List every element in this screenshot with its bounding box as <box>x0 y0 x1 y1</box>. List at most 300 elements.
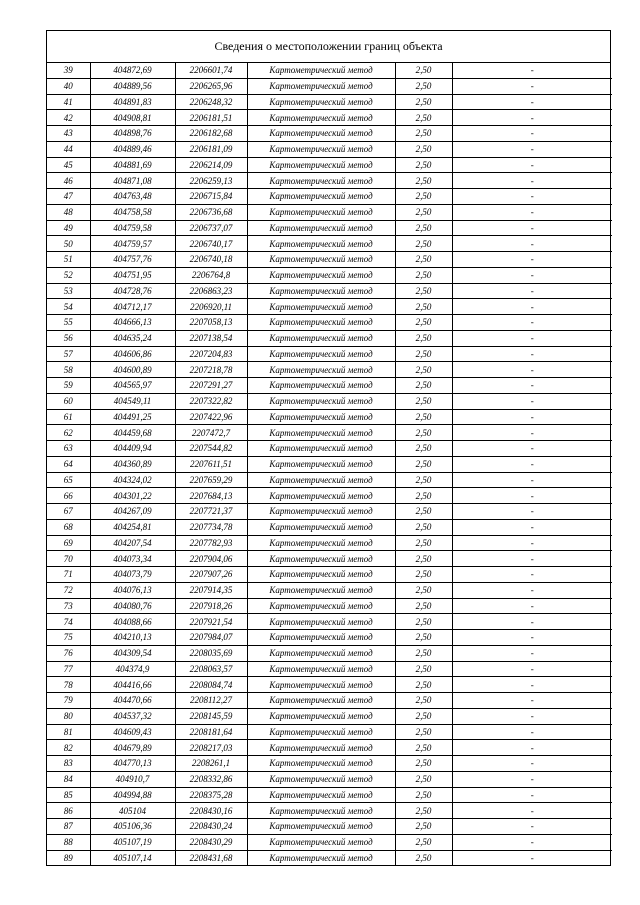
description-cell: - <box>452 787 612 803</box>
description-cell: - <box>452 819 612 835</box>
y-coordinate-cell: 2207611,51 <box>175 456 247 472</box>
point-number-cell: 79 <box>47 693 90 709</box>
y-coordinate-cell: 2206920,11 <box>175 299 247 315</box>
point-number-cell: 59 <box>47 378 90 394</box>
method-cell: Картометрический метод <box>247 78 395 94</box>
accuracy-cell: 2,50 <box>395 803 452 819</box>
method-cell: Картометрический метод <box>247 598 395 614</box>
point-number-cell: 43 <box>47 126 90 142</box>
accuracy-cell: 2,50 <box>395 677 452 693</box>
method-cell: Картометрический метод <box>247 756 395 772</box>
accuracy-cell: 2,50 <box>395 409 452 425</box>
point-number-cell: 47 <box>47 189 90 205</box>
description-cell: - <box>452 393 612 409</box>
table-row <box>47 63 612 78</box>
accuracy-cell: 2,50 <box>395 94 452 110</box>
description-cell: - <box>452 756 612 772</box>
x-coordinate-cell: 404409,94 <box>90 441 175 457</box>
point-number-cell: 69 <box>47 535 90 551</box>
y-coordinate-cell: 2206182,68 <box>175 126 247 142</box>
y-coordinate-cell: 2207472,7 <box>175 425 247 441</box>
table-row <box>47 315 612 331</box>
table-row <box>47 393 612 409</box>
y-coordinate-cell: 2207422,96 <box>175 409 247 425</box>
point-number-cell: 52 <box>47 267 90 283</box>
x-coordinate-cell: 404871,08 <box>90 173 175 189</box>
y-coordinate-cell: 2206181,51 <box>175 110 247 126</box>
accuracy-cell: 2,50 <box>395 630 452 646</box>
table-row <box>47 519 612 535</box>
accuracy-cell: 2,50 <box>395 787 452 803</box>
y-coordinate-cell: 2208063,57 <box>175 661 247 677</box>
x-coordinate-cell: 404549,11 <box>90 393 175 409</box>
description-cell: - <box>452 330 612 346</box>
method-cell: Картометрический метод <box>247 504 395 520</box>
y-coordinate-cell: 2207291,27 <box>175 378 247 394</box>
accuracy-cell: 2,50 <box>395 236 452 252</box>
description-cell: - <box>452 236 612 252</box>
point-number-cell: 40 <box>47 78 90 94</box>
y-coordinate-cell: 2207218,78 <box>175 362 247 378</box>
accuracy-cell: 2,50 <box>395 456 452 472</box>
description-cell: - <box>452 551 612 567</box>
table-row <box>47 110 612 126</box>
table-title: Сведения о местоположении границ объекта <box>47 31 610 63</box>
point-number-cell: 41 <box>47 94 90 110</box>
description-cell: - <box>452 126 612 142</box>
y-coordinate-cell: 2208084,74 <box>175 677 247 693</box>
x-coordinate-cell: 404324,02 <box>90 472 175 488</box>
y-coordinate-cell: 2208035,69 <box>175 645 247 661</box>
x-coordinate-cell: 404898,76 <box>90 126 175 142</box>
y-coordinate-cell: 2207921,54 <box>175 614 247 630</box>
y-coordinate-cell: 2207734,78 <box>175 519 247 535</box>
x-coordinate-cell: 404080,76 <box>90 598 175 614</box>
y-coordinate-cell: 2206737,07 <box>175 220 247 236</box>
description-cell: - <box>452 173 612 189</box>
method-cell: Картометрический метод <box>247 315 395 331</box>
description-cell: - <box>452 472 612 488</box>
description-cell: - <box>452 94 612 110</box>
table-row <box>47 299 612 315</box>
point-number-cell: 42 <box>47 110 90 126</box>
y-coordinate-cell: 2206181,09 <box>175 141 247 157</box>
point-number-cell: 81 <box>47 724 90 740</box>
description-cell: - <box>452 677 612 693</box>
accuracy-cell: 2,50 <box>395 551 452 567</box>
description-cell: - <box>452 456 612 472</box>
description-cell: - <box>452 78 612 94</box>
x-coordinate-cell: 404759,58 <box>90 220 175 236</box>
point-number-cell: 64 <box>47 456 90 472</box>
table-row <box>47 252 612 268</box>
point-number-cell: 82 <box>47 740 90 756</box>
description-cell: - <box>452 378 612 394</box>
method-cell: Картометрический метод <box>247 362 395 378</box>
accuracy-cell: 2,50 <box>395 771 452 787</box>
point-number-cell: 51 <box>47 252 90 268</box>
point-number-cell: 44 <box>47 141 90 157</box>
method-cell: Картометрический метод <box>247 582 395 598</box>
description-cell: - <box>452 204 612 220</box>
table-row <box>47 756 612 772</box>
x-coordinate-cell: 404073,79 <box>90 567 175 583</box>
y-coordinate-cell: 2206740,18 <box>175 252 247 268</box>
x-coordinate-cell: 405107,14 <box>90 850 175 865</box>
y-coordinate-cell: 2207721,37 <box>175 504 247 520</box>
accuracy-cell: 2,50 <box>395 645 452 661</box>
accuracy-cell: 2,50 <box>395 488 452 504</box>
y-coordinate-cell: 2207322,82 <box>175 393 247 409</box>
y-coordinate-cell: 2206248,32 <box>175 94 247 110</box>
table-row <box>47 504 612 520</box>
method-cell: Картометрический метод <box>247 803 395 819</box>
x-coordinate-cell: 404267,09 <box>90 504 175 520</box>
description-cell: - <box>452 598 612 614</box>
accuracy-cell: 2,50 <box>395 740 452 756</box>
x-coordinate-cell: 405106,36 <box>90 819 175 835</box>
x-coordinate-cell: 404872,69 <box>90 63 175 78</box>
table-row <box>47 441 612 457</box>
point-number-cell: 55 <box>47 315 90 331</box>
x-coordinate-cell: 404666,13 <box>90 315 175 331</box>
description-cell: - <box>452 252 612 268</box>
accuracy-cell: 2,50 <box>395 315 452 331</box>
method-cell: Картометрический метод <box>247 267 395 283</box>
y-coordinate-cell: 2206214,09 <box>175 157 247 173</box>
y-coordinate-cell: 2206265,96 <box>175 78 247 94</box>
point-number-cell: 68 <box>47 519 90 535</box>
x-coordinate-cell: 404374,9 <box>90 661 175 677</box>
x-coordinate-cell: 404459,68 <box>90 425 175 441</box>
coordinates-table <box>47 63 612 865</box>
description-cell: - <box>452 630 612 646</box>
point-number-cell: 56 <box>47 330 90 346</box>
y-coordinate-cell: 2208217,03 <box>175 740 247 756</box>
x-coordinate-cell: 404910,7 <box>90 771 175 787</box>
description-cell: - <box>452 850 612 865</box>
x-coordinate-cell: 404309,54 <box>90 645 175 661</box>
description-cell: - <box>452 535 612 551</box>
x-coordinate-cell: 404073,34 <box>90 551 175 567</box>
table-row <box>47 630 612 646</box>
y-coordinate-cell: 2207204,83 <box>175 346 247 362</box>
accuracy-cell: 2,50 <box>395 362 452 378</box>
y-coordinate-cell: 2207904,06 <box>175 551 247 567</box>
x-coordinate-cell: 404758,58 <box>90 204 175 220</box>
point-number-cell: 73 <box>47 598 90 614</box>
method-cell: Картометрический метод <box>247 299 395 315</box>
x-coordinate-cell: 404088,66 <box>90 614 175 630</box>
y-coordinate-cell: 2208145,59 <box>175 708 247 724</box>
description-cell: - <box>452 708 612 724</box>
method-cell: Картометрический метод <box>247 378 395 394</box>
description-cell: - <box>452 519 612 535</box>
x-coordinate-cell: 404757,76 <box>90 252 175 268</box>
x-coordinate-cell: 404301,22 <box>90 488 175 504</box>
x-coordinate-cell: 404565,97 <box>90 378 175 394</box>
description-cell: - <box>452 63 612 78</box>
method-cell: Картометрический метод <box>247 771 395 787</box>
point-number-cell: 83 <box>47 756 90 772</box>
table-row <box>47 787 612 803</box>
y-coordinate-cell: 2206715,84 <box>175 189 247 205</box>
x-coordinate-cell: 404994,88 <box>90 787 175 803</box>
x-coordinate-cell: 404254,81 <box>90 519 175 535</box>
method-cell: Картометрический метод <box>247 693 395 709</box>
x-coordinate-cell: 404207,54 <box>90 535 175 551</box>
x-coordinate-cell: 404537,32 <box>90 708 175 724</box>
method-cell: Картометрический метод <box>247 850 395 865</box>
y-coordinate-cell: 2207907,26 <box>175 567 247 583</box>
description-cell: - <box>452 362 612 378</box>
x-coordinate-cell: 404470,66 <box>90 693 175 709</box>
x-coordinate-cell: 404759,57 <box>90 236 175 252</box>
method-cell: Картометрический метод <box>247 283 395 299</box>
description-cell: - <box>452 803 612 819</box>
table-row <box>47 661 612 677</box>
x-coordinate-cell: 404881,69 <box>90 157 175 173</box>
description-cell: - <box>452 110 612 126</box>
point-number-cell: 54 <box>47 299 90 315</box>
point-number-cell: 70 <box>47 551 90 567</box>
method-cell: Картометрический метод <box>247 157 395 173</box>
method-cell: Картометрический метод <box>247 630 395 646</box>
method-cell: Картометрический метод <box>247 110 395 126</box>
table-row <box>47 157 612 173</box>
point-number-cell: 77 <box>47 661 90 677</box>
table-row <box>47 204 612 220</box>
description-cell: - <box>452 299 612 315</box>
accuracy-cell: 2,50 <box>395 78 452 94</box>
point-number-cell: 39 <box>47 63 90 78</box>
point-number-cell: 46 <box>47 173 90 189</box>
table-row <box>47 677 612 693</box>
method-cell: Картометрический метод <box>247 488 395 504</box>
x-coordinate-cell: 404679,89 <box>90 740 175 756</box>
method-cell: Картометрический метод <box>247 204 395 220</box>
table-row <box>47 535 612 551</box>
description-cell: - <box>452 315 612 331</box>
description-cell: - <box>452 567 612 583</box>
x-coordinate-cell: 404210,13 <box>90 630 175 646</box>
x-coordinate-cell: 404606,86 <box>90 346 175 362</box>
method-cell: Картометрический метод <box>247 661 395 677</box>
table-row <box>47 425 612 441</box>
method-cell: Картометрический метод <box>247 677 395 693</box>
method-cell: Картометрический метод <box>247 724 395 740</box>
y-coordinate-cell: 2207138,54 <box>175 330 247 346</box>
method-cell: Картометрический метод <box>247 173 395 189</box>
method-cell: Картометрический метод <box>247 614 395 630</box>
method-cell: Картометрический метод <box>247 567 395 583</box>
description-cell: - <box>452 488 612 504</box>
accuracy-cell: 2,50 <box>395 708 452 724</box>
table-row <box>47 582 612 598</box>
table-row <box>47 189 612 205</box>
method-cell: Картометрический метод <box>247 330 395 346</box>
table-row <box>47 803 612 819</box>
point-number-cell: 45 <box>47 157 90 173</box>
x-coordinate-cell: 404600,89 <box>90 362 175 378</box>
accuracy-cell: 2,50 <box>395 283 452 299</box>
accuracy-cell: 2,50 <box>395 519 452 535</box>
y-coordinate-cell: 2207914,35 <box>175 582 247 598</box>
accuracy-cell: 2,50 <box>395 661 452 677</box>
table-row <box>47 362 612 378</box>
y-coordinate-cell: 2208430,16 <box>175 803 247 819</box>
method-cell: Картометрический метод <box>247 252 395 268</box>
y-coordinate-cell: 2206259,13 <box>175 173 247 189</box>
description-cell: - <box>452 693 612 709</box>
accuracy-cell: 2,50 <box>395 126 452 142</box>
table-body <box>47 63 612 865</box>
point-number-cell: 63 <box>47 441 90 457</box>
table-row <box>47 551 612 567</box>
method-cell: Картометрический метод <box>247 189 395 205</box>
table-row <box>47 567 612 583</box>
point-number-cell: 50 <box>47 236 90 252</box>
accuracy-cell: 2,50 <box>395 567 452 583</box>
method-cell: Картометрический метод <box>247 645 395 661</box>
method-cell: Картометрический метод <box>247 787 395 803</box>
y-coordinate-cell: 2207684,13 <box>175 488 247 504</box>
point-number-cell: 86 <box>47 803 90 819</box>
method-cell: Картометрический метод <box>247 456 395 472</box>
accuracy-cell: 2,50 <box>395 850 452 865</box>
accuracy-cell: 2,50 <box>395 378 452 394</box>
table-row <box>47 409 612 425</box>
description-cell: - <box>452 189 612 205</box>
point-number-cell: 66 <box>47 488 90 504</box>
point-number-cell: 88 <box>47 834 90 850</box>
x-coordinate-cell: 404891,83 <box>90 94 175 110</box>
table-row <box>47 220 612 236</box>
x-coordinate-cell: 404763,48 <box>90 189 175 205</box>
point-number-cell: 62 <box>47 425 90 441</box>
method-cell: Картометрический метод <box>247 236 395 252</box>
x-coordinate-cell: 404635,24 <box>90 330 175 346</box>
x-coordinate-cell: 404076,13 <box>90 582 175 598</box>
table-row <box>47 724 612 740</box>
y-coordinate-cell: 2206764,8 <box>175 267 247 283</box>
description-cell: - <box>452 834 612 850</box>
accuracy-cell: 2,50 <box>395 472 452 488</box>
table-row <box>47 771 612 787</box>
accuracy-cell: 2,50 <box>395 425 452 441</box>
x-coordinate-cell: 405104 <box>90 803 175 819</box>
table-row <box>47 267 612 283</box>
x-coordinate-cell: 404889,46 <box>90 141 175 157</box>
description-cell: - <box>452 441 612 457</box>
point-number-cell: 75 <box>47 630 90 646</box>
x-coordinate-cell: 404360,89 <box>90 456 175 472</box>
table-row <box>47 614 612 630</box>
accuracy-cell: 2,50 <box>395 330 452 346</box>
y-coordinate-cell: 2206736,68 <box>175 204 247 220</box>
point-number-cell: 84 <box>47 771 90 787</box>
point-number-cell: 61 <box>47 409 90 425</box>
method-cell: Картометрический метод <box>247 94 395 110</box>
description-cell: - <box>452 157 612 173</box>
accuracy-cell: 2,50 <box>395 819 452 835</box>
y-coordinate-cell: 2208430,29 <box>175 834 247 850</box>
y-coordinate-cell: 2207984,07 <box>175 630 247 646</box>
accuracy-cell: 2,50 <box>395 299 452 315</box>
point-number-cell: 60 <box>47 393 90 409</box>
x-coordinate-cell: 404770,13 <box>90 756 175 772</box>
y-coordinate-cell: 2207918,26 <box>175 598 247 614</box>
y-coordinate-cell: 2208375,28 <box>175 787 247 803</box>
point-number-cell: 48 <box>47 204 90 220</box>
accuracy-cell: 2,50 <box>395 756 452 772</box>
point-number-cell: 76 <box>47 645 90 661</box>
y-coordinate-cell: 2208112,27 <box>175 693 247 709</box>
description-cell: - <box>452 220 612 236</box>
y-coordinate-cell: 2207544,82 <box>175 441 247 457</box>
description-cell: - <box>452 504 612 520</box>
accuracy-cell: 2,50 <box>395 252 452 268</box>
table-row <box>47 645 612 661</box>
point-number-cell: 85 <box>47 787 90 803</box>
description-cell: - <box>452 425 612 441</box>
method-cell: Картометрический метод <box>247 393 395 409</box>
y-coordinate-cell: 2208431,68 <box>175 850 247 865</box>
method-cell: Картометрический метод <box>247 708 395 724</box>
description-cell: - <box>452 346 612 362</box>
y-coordinate-cell: 2208261,1 <box>175 756 247 772</box>
x-coordinate-cell: 404712,17 <box>90 299 175 315</box>
method-cell: Картометрический метод <box>247 409 395 425</box>
y-coordinate-cell: 2206740,17 <box>175 236 247 252</box>
table-row <box>47 693 612 709</box>
table-row <box>47 141 612 157</box>
y-coordinate-cell: 2206601,74 <box>175 63 247 78</box>
point-number-cell: 72 <box>47 582 90 598</box>
point-number-cell: 58 <box>47 362 90 378</box>
method-cell: Картометрический метод <box>247 834 395 850</box>
description-cell: - <box>452 582 612 598</box>
y-coordinate-cell: 2207659,29 <box>175 472 247 488</box>
method-cell: Картометрический метод <box>247 740 395 756</box>
accuracy-cell: 2,50 <box>395 220 452 236</box>
accuracy-cell: 2,50 <box>395 63 452 78</box>
description-cell: - <box>452 645 612 661</box>
point-number-cell: 78 <box>47 677 90 693</box>
table-row <box>47 378 612 394</box>
x-coordinate-cell: 404751,95 <box>90 267 175 283</box>
table-row <box>47 78 612 94</box>
table-row <box>47 126 612 142</box>
description-cell: - <box>452 409 612 425</box>
y-coordinate-cell: 2207058,13 <box>175 315 247 331</box>
description-cell: - <box>452 661 612 677</box>
x-coordinate-cell: 404609,43 <box>90 724 175 740</box>
table-row <box>47 94 612 110</box>
table-row <box>47 173 612 189</box>
method-cell: Картометрический метод <box>247 63 395 78</box>
x-coordinate-cell: 404908,81 <box>90 110 175 126</box>
description-cell: - <box>452 267 612 283</box>
point-number-cell: 89 <box>47 850 90 865</box>
accuracy-cell: 2,50 <box>395 535 452 551</box>
y-coordinate-cell: 2208430,24 <box>175 819 247 835</box>
y-coordinate-cell: 2208181,64 <box>175 724 247 740</box>
accuracy-cell: 2,50 <box>395 724 452 740</box>
table-row <box>47 330 612 346</box>
table-row <box>47 740 612 756</box>
table-row <box>47 819 612 835</box>
